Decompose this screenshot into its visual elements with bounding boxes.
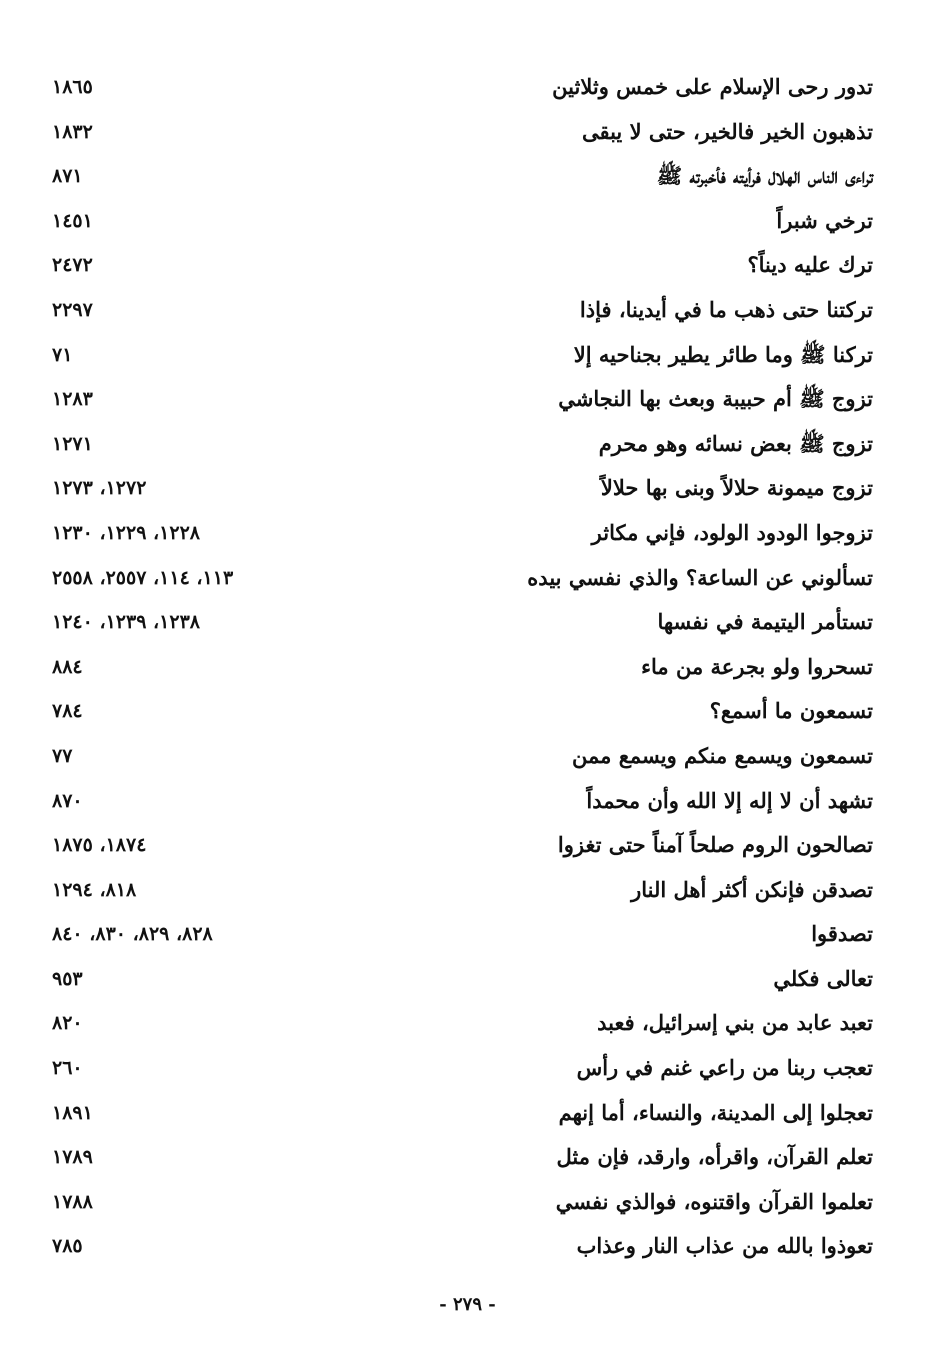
hadith-numbers: ٨٧١ bbox=[52, 165, 83, 188]
index-entry bbox=[0, 1000, 935, 1045]
index-entry bbox=[0, 510, 935, 555]
hadith-phrase: ترك عليه ديناً؟ bbox=[747, 252, 873, 278]
index-entry bbox=[0, 733, 935, 778]
hadith-numbers: ١٨٧٤، ١٨٧٥ bbox=[52, 834, 147, 857]
hadith-numbers: ٨١٨، ١٢٩٤ bbox=[52, 878, 137, 901]
index-entry bbox=[0, 332, 935, 377]
index-entry bbox=[0, 287, 935, 332]
hadith-phrase: تزوج ميمونة حلالاً وبنى بها حلالاً bbox=[600, 475, 873, 501]
hadith-phrase: تستأمر اليتيمة في نفسها bbox=[657, 609, 873, 635]
hadith-phrase: تزوج ﷺ بعض نسائه وهو محرم bbox=[598, 430, 873, 456]
index-entry bbox=[0, 599, 935, 644]
index-entry bbox=[0, 911, 935, 956]
hadith-phrase: تعالى فكلي bbox=[773, 965, 873, 991]
hadith-numbers: ١٨٣٢ bbox=[52, 120, 93, 143]
hadith-phrase: تعجلوا إلى المدينة، والنساء، أما إنهم bbox=[558, 1099, 873, 1125]
hadith-numbers: ١٢٧١ bbox=[52, 432, 93, 455]
hadith-phrase: تصدقن فإنكن أكثر أهل النار bbox=[631, 876, 873, 902]
index-entry bbox=[0, 867, 935, 912]
index-entry bbox=[0, 64, 935, 109]
index-entry bbox=[0, 778, 935, 823]
hadith-numbers: ١٧٨٩ bbox=[52, 1146, 93, 1169]
hadith-phrase: تصالحون الروم صلحاً آمناً حتى تغزوا bbox=[557, 832, 873, 858]
hadith-phrase: تسمعون ما أسمع؟ bbox=[709, 698, 873, 724]
hadith-numbers: ٨٧٠ bbox=[52, 789, 83, 812]
hadith-phrase: تسألوني عن الساعة؟ والذي نفسي بيده bbox=[527, 564, 873, 590]
hadith-numbers: ١٨٩١ bbox=[52, 1101, 93, 1124]
index-entry bbox=[0, 1090, 935, 1135]
hadith-phrase: تسمعون ويسمع منكم ويسمع ممن bbox=[572, 742, 873, 768]
hadith-phrase: تزوج ﷺ أم حبيبة وبعث بها النجاشي bbox=[558, 386, 873, 412]
index-entry bbox=[0, 1045, 935, 1090]
hadith-numbers: ٢٤٧٢ bbox=[52, 254, 93, 277]
hadith-phrase: تعجب ربنا من راعي غنم في رأس bbox=[576, 1055, 873, 1081]
hadith-phrase: تزوجوا الودود الولود، فإني مكاثر bbox=[591, 519, 873, 545]
hadith-numbers: ٧٨٤ bbox=[52, 700, 83, 723]
hadith-numbers: ٧٧ bbox=[52, 744, 73, 767]
index-entry bbox=[0, 376, 935, 421]
hadith-numbers: ٧١ bbox=[52, 343, 73, 366]
hadith-numbers: ٨٨٤ bbox=[52, 655, 83, 678]
index-entry bbox=[0, 1179, 935, 1224]
index-entry bbox=[0, 644, 935, 689]
hadith-numbers: ٨٢٠ bbox=[52, 1012, 83, 1035]
hadith-phrase: تسحروا ولو بجرعة من ماء bbox=[641, 653, 873, 679]
hadith-phrase: ترخي شبراً bbox=[776, 207, 873, 233]
hadith-numbers: ١٤٥١ bbox=[52, 209, 93, 232]
index-entry bbox=[0, 421, 935, 466]
hadith-numbers: ١٢٧٢، ١٢٧٣ bbox=[52, 477, 147, 500]
hadith-numbers: ٨٢٨، ٨٢٩، ٨٣٠، ٨٤٠ bbox=[52, 923, 213, 946]
hadith-phrase: تعلم القرآن، واقرأه، وارقد، فإن مثل bbox=[556, 1144, 873, 1170]
index-entry bbox=[0, 1134, 935, 1179]
hadith-numbers: ٩٥٣ bbox=[52, 967, 83, 990]
hadith-numbers: ٢٢٩٧ bbox=[52, 298, 93, 321]
index-entry bbox=[0, 198, 935, 243]
hadith-numbers: ١١٣، ١١٤، ٢٥٥٧، ٢٥٥٨ bbox=[52, 566, 234, 589]
hadith-phrase: تعبد عابد من بني إسرائيل، فعبد bbox=[597, 1010, 873, 1036]
hadith-numbers: ٧٨٥ bbox=[52, 1235, 83, 1258]
hadith-phrase: تشهد أن لا إله إلا الله وأن محمداً bbox=[586, 787, 873, 813]
index-entry bbox=[0, 956, 935, 1001]
index-entry bbox=[0, 242, 935, 287]
index-entry bbox=[0, 688, 935, 733]
hadith-phrase: تراءى الناس الهلال فرأيته فأخبرته ﷺ bbox=[656, 163, 873, 189]
hadith-numbers: ١٢٨٣ bbox=[52, 388, 93, 411]
hadith-numbers: ١٢٢٨، ١٢٢٩، ١٢٣٠ bbox=[52, 521, 200, 544]
hadith-numbers: ١٧٨٨ bbox=[52, 1190, 93, 1213]
hadith-numbers: ١٨٦٥ bbox=[52, 76, 93, 98]
index-entry bbox=[0, 822, 935, 867]
index-entry bbox=[0, 555, 935, 600]
hadith-numbers: ٢٦٠ bbox=[52, 1057, 83, 1080]
hadith-phrase: تصدقوا bbox=[811, 921, 873, 947]
index-entry bbox=[0, 153, 935, 198]
index-entry bbox=[0, 465, 935, 510]
hadith-numbers: ١٢٣٨، ١٢٣٩، ١٢٤٠ bbox=[52, 611, 200, 634]
hadith-phrase: تركتنا حتى ذهب ما في أيدينا، فإذا bbox=[579, 296, 873, 322]
hadith-phrase: تذهبون الخير فالخير، حتى لا يبقى bbox=[581, 118, 873, 144]
index-entry bbox=[0, 109, 935, 154]
hadith-index-list bbox=[0, 64, 935, 1268]
index-entry bbox=[0, 1223, 935, 1268]
hadith-phrase: تعلموا القرآن واقتنوه، فوالذي نفسي bbox=[555, 1188, 873, 1214]
page-number: - ٢٧٩ - bbox=[439, 1294, 496, 1315]
hadith-phrase: تدور رحى الإسلام على خمس وثلاثين bbox=[552, 74, 873, 99]
hadith-phrase: تعوذوا بالله من عذاب النار وعذاب bbox=[576, 1233, 873, 1259]
hadith-phrase: تركنا ﷺ وما طائر يطير بجناحيه إلا bbox=[573, 341, 873, 367]
